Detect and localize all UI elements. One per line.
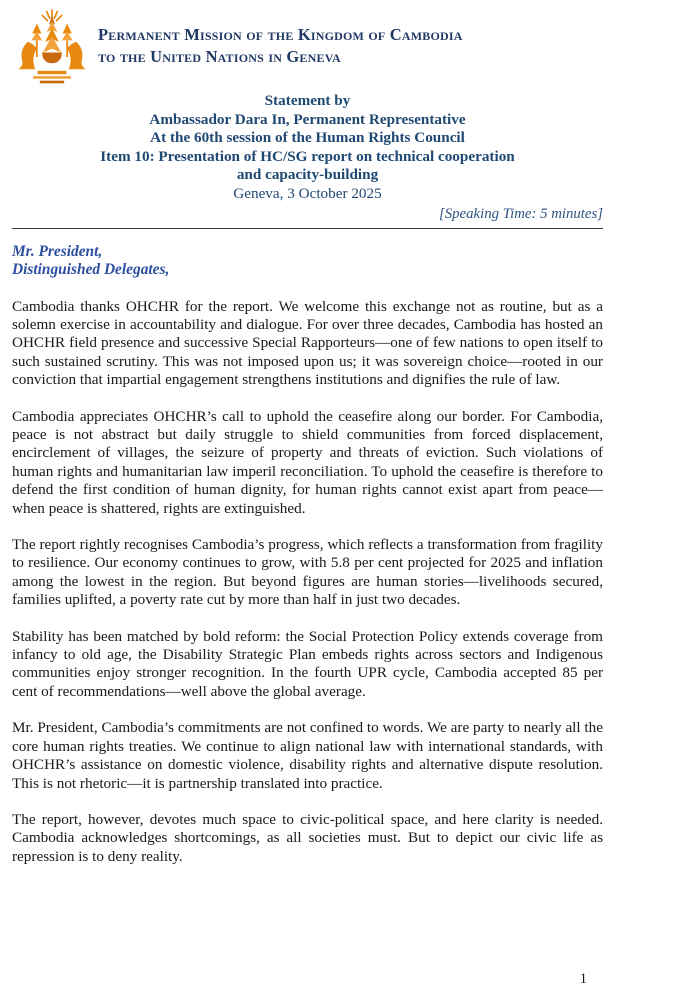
paragraph-6: The report, however, devotes much space to civic-political space, and here clarity is needed. Cambodia acknowledges shortcomings, as all societies must. But to depict our civic life as repression is to deny reality. (12, 810, 603, 865)
paragraph-1: Cambodia thanks OHCHR for the report. We welcome this exchange not as routine, but as a solemn exercise in accountability and dialogue. For over three decades, Cambodia has hosted an OHCHR field presence and successive Special Rapporteurs—one of few nations to open itself to such sustained scrutiny. This was not imposed upon us; it was sovereign choice—rooted in our conviction that impartial engagement strengthens institutions and dignifies the rule of law. (12, 297, 603, 389)
header-divider (12, 228, 603, 229)
title-line-capacity: and capacity-building (236, 166, 379, 184)
salutation-line1: Mr. President, (12, 242, 103, 260)
paragraph-4: Stability has been matched by bold reform: the Social Protection Policy extends coverage from infancy to old age, the Disability Strategic Plan embeds rights across sectors and Indigenous communities enjoy stronger recognition. In the fourth UPR cycle, Cambodia accepted 85 per cent of recommendations—well above the global average. (12, 627, 603, 700)
paragraph-2: Cambodia appreciates OHCHR’s call to uphold the ceasefire along our border. For Cambodia, peace is not abstract but daily struggle to shield communities from forced displacement, encirclement of villages, the seizure of property and threats of eviction. Such violations of human rights and humanitarian law imperil reconciliation. To uphold the ceasefire is therefore to defend the first condition of human dignity, for human rights cannot exist apart from peace—when peace is shattered, rights are extinguished. (12, 407, 603, 517)
title-line-statement-by: Statement by (264, 92, 351, 109)
paragraph-3: The report rightly recognises Cambodia’s progress, which reflects a transformation from fragility to resilience. Our economy continues to grow, with 5.8 per cent projected for 2025 and inflation among the lowest in the region. But beyond figures are human stories—livelihoods secured, families uplifted, a poverty rate cut by more than half in just two decades. (12, 536, 603, 609)
salutation (12, 243, 603, 280)
letterhead (12, 8, 603, 88)
speaking-time-note: [Speaking Time: 5 minutes] (439, 205, 603, 222)
cambodia-royal-arms-icon (14, 8, 90, 88)
salutation-line2: Distinguished Delegates, (12, 261, 170, 279)
mission-name (98, 8, 463, 68)
date-line: Geneva, 3 October 2025 (233, 184, 382, 202)
statement-title-block (12, 92, 603, 204)
title-line-session: At the 60th session of the Human Rights Council (150, 129, 465, 147)
paragraph-5: Mr. President, Cambodia’s commitments are not confined to words. We are party to nearly all the core human rights treaties. We continue to align national law with international standards, with OHCHR’s assistance on domestic violence, disability rights and alternative dispute resolution. This is not rhetoric—it is partnership translated into practice. (12, 719, 603, 792)
title-line-item: Item 10: Presentation of HC/SG report on technical cooperation (100, 147, 515, 165)
page-number: 1 (579, 971, 587, 987)
statement-body (12, 298, 603, 867)
title-line-ambassador: Ambassador Dara In, Permanent Representative (149, 110, 466, 128)
mission-name-line1: Permanent Mission of the Kingdom of Cambodia (98, 25, 463, 44)
mission-name-line2: to the United Nations in Geneva (98, 47, 341, 66)
